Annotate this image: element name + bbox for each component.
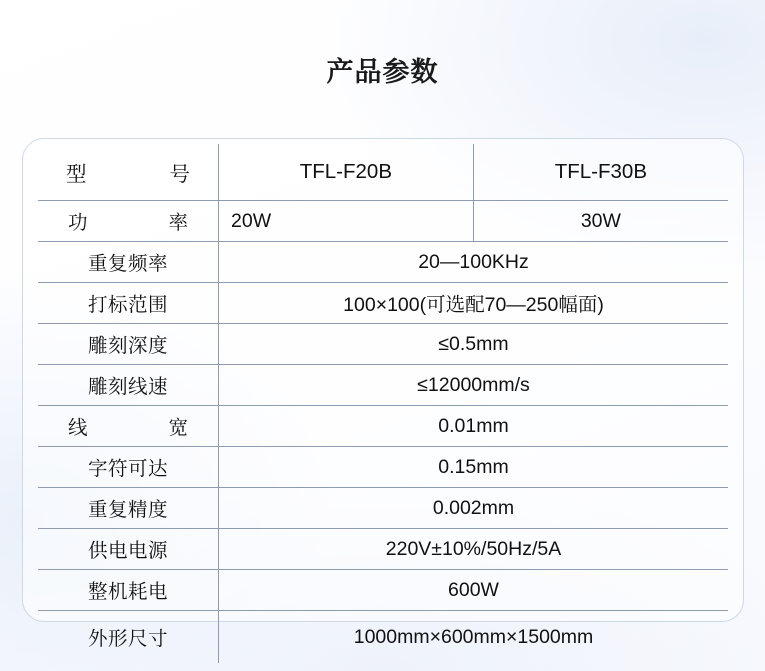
table-row [38, 324, 728, 365]
row-label: 打标范围 [38, 283, 219, 324]
row-label: 整机耗电 [38, 570, 219, 611]
row-value-f30b: 30W [473, 201, 728, 242]
table-row [38, 611, 728, 664]
row-value-f30b: TFL-F30B [473, 144, 728, 201]
row-value: 100×100(可选配70—250幅面) [219, 283, 729, 324]
row-value: 220V±10%/50Hz/5A [219, 529, 729, 570]
table-row [38, 365, 728, 406]
row-value: 0.002mm [219, 488, 729, 529]
table-row [38, 406, 728, 447]
row-label: 雕刻线速 [38, 365, 219, 406]
row-value: ≤0.5mm [219, 324, 729, 365]
row-value-f20b: TFL-F20B [219, 144, 474, 201]
row-label: 重复频率 [38, 242, 219, 283]
row-value: 0.15mm [219, 447, 729, 488]
row-label-text: 功 率 [67, 212, 202, 234]
row-label [38, 144, 219, 201]
row-label [38, 201, 219, 242]
row-label: 雕刻深度 [38, 324, 219, 365]
table-row [38, 283, 728, 324]
table-row [38, 201, 728, 242]
table-row [38, 570, 728, 611]
table-row [38, 447, 728, 488]
table-row [38, 144, 728, 201]
table-row [38, 529, 728, 570]
row-value: 0.01mm [219, 406, 729, 447]
row-value: 600W [219, 570, 729, 611]
row-label: 字符可达 [38, 447, 219, 488]
row-label [38, 406, 219, 447]
row-label-text: 型 号 [66, 163, 204, 186]
table-row [38, 242, 728, 283]
row-label: 重复精度 [38, 488, 219, 529]
product-parameters-table [38, 144, 728, 663]
row-label-text: 线 宽 [67, 417, 202, 439]
row-label: 供电电源 [38, 529, 219, 570]
page-title: 产品参数 [326, 57, 439, 87]
row-value-f20b: 20W [219, 201, 474, 242]
row-value: 1000mm×600mm×1500mm [353, 625, 594, 648]
row-value: 20—100KHz [219, 242, 729, 283]
table-row [38, 488, 728, 529]
row-label: 外形尺寸 [38, 611, 219, 664]
row-value: ≤12000mm/s [219, 365, 729, 406]
